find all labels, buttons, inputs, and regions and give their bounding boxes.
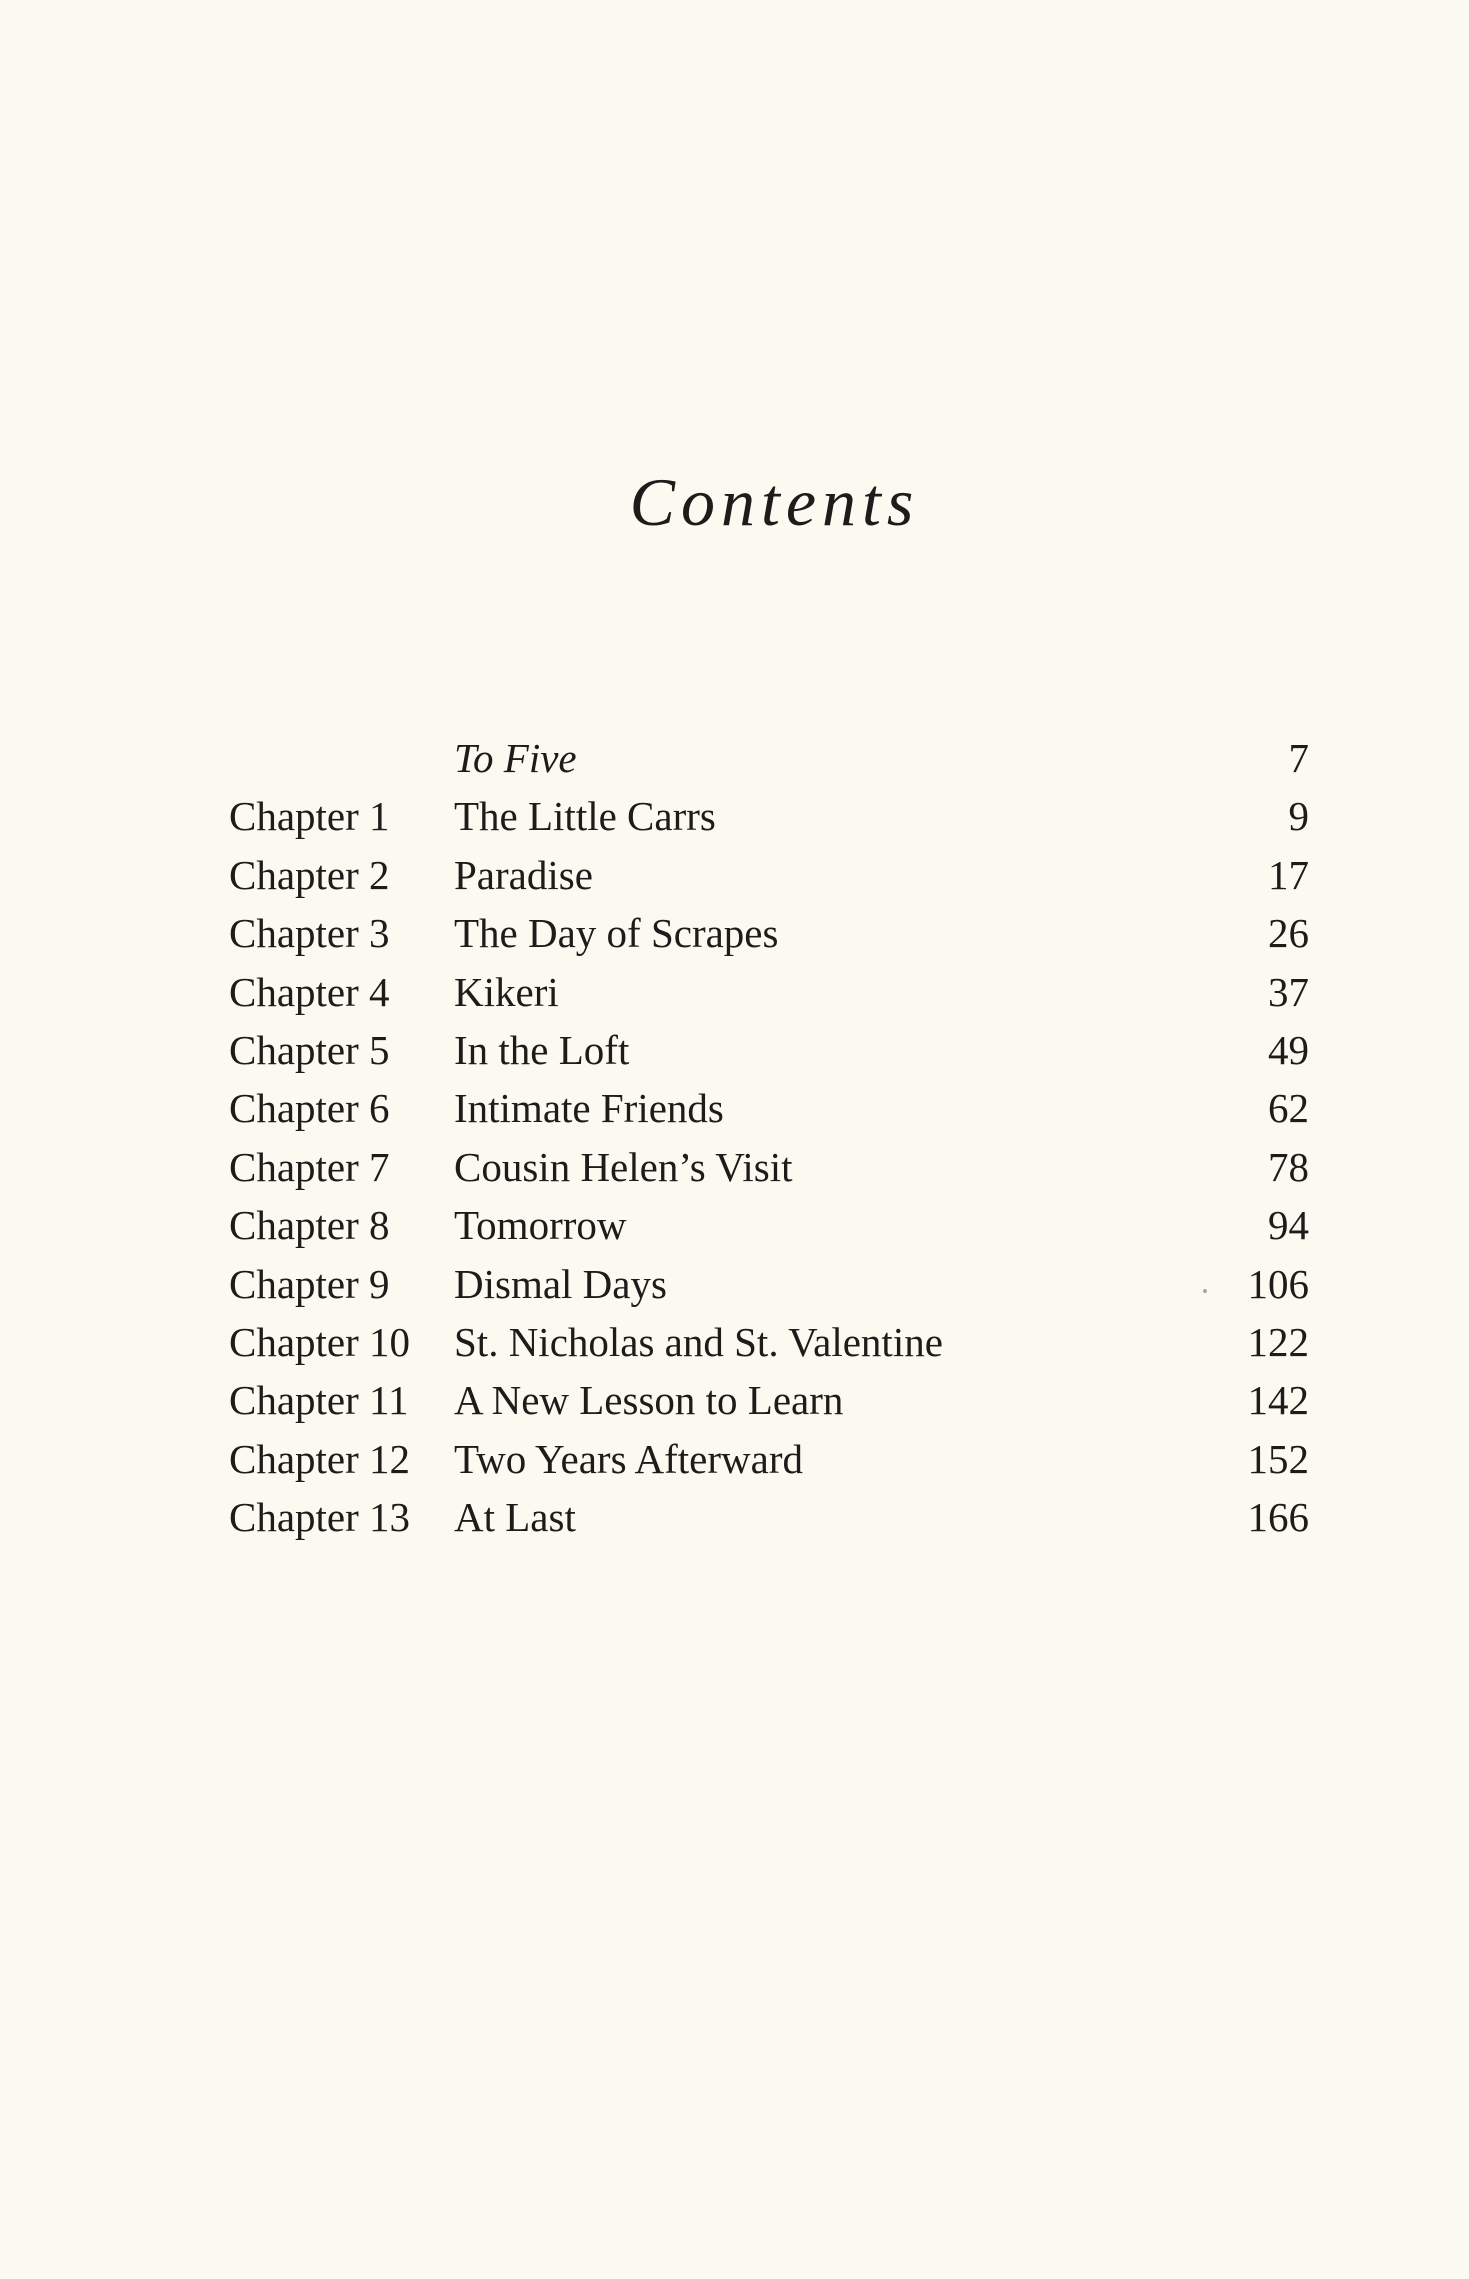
- toc-row-chapter-11: [0, 1371, 1469, 1429]
- chapter-label: Chapter 3: [229, 910, 390, 957]
- page-number: 26: [1268, 910, 1309, 957]
- chapter-label: Chapter 10: [229, 1319, 411, 1365]
- chapter-title: A New Lesson to Learn: [454, 1377, 844, 1424]
- chapter-title: In the Loft: [454, 1027, 630, 1073]
- page-number: 37: [1268, 968, 1309, 1015]
- toc-row-chapter-5: [0, 1021, 1469, 1079]
- chapter-label: Chapter 6: [229, 1085, 390, 1132]
- chapter-label: Chapter 7: [229, 1143, 390, 1190]
- page-number: 166: [1247, 1494, 1309, 1541]
- toc-row-chapter-13: [0, 1488, 1469, 1546]
- chapter-title: Paradise: [454, 851, 593, 898]
- page-number: 94: [1268, 1202, 1309, 1249]
- toc-row-chapter-7: [0, 1138, 1469, 1196]
- toc-row-chapter-6: [0, 1079, 1469, 1137]
- chapter-title: The Little Carrs: [454, 793, 716, 840]
- page-title: Contents: [629, 464, 920, 540]
- page-number: 106: [1247, 1260, 1309, 1307]
- chapter-title: Tomorrow: [454, 1202, 627, 1249]
- chapter-label: Chapter 4: [229, 968, 390, 1015]
- page-number: 142: [1247, 1377, 1309, 1424]
- chapter-label: Chapter 12: [229, 1435, 411, 1482]
- chapter-title: Cousin Helen’s Visit: [454, 1143, 793, 1190]
- toc-row-chapter-3: [0, 904, 1469, 962]
- toc-row-intro: [0, 729, 1469, 787]
- chapter-title: To Five: [454, 735, 577, 781]
- chapter-title: At Last: [454, 1494, 576, 1541]
- toc-row-chapter-4: [0, 963, 1469, 1021]
- toc-row-chapter-2: [0, 846, 1469, 904]
- print-speck: [1203, 1289, 1207, 1293]
- page-number: 17: [1268, 851, 1309, 898]
- toc-row-chapter-8: [0, 1196, 1469, 1254]
- chapter-label: Chapter 11: [229, 1377, 409, 1424]
- chapter-title: St. Nicholas and St. Valentine: [454, 1319, 943, 1365]
- page-number: 7: [1288, 735, 1309, 781]
- chapter-title: Intimate Friends: [454, 1085, 724, 1132]
- page-number: 49: [1268, 1027, 1309, 1073]
- page-number: 78: [1268, 1143, 1309, 1190]
- chapter-title: The Day of Scrapes: [454, 910, 779, 957]
- chapter-title: Two Years Afterward: [454, 1435, 803, 1482]
- toc-row-chapter-10: [0, 1313, 1469, 1371]
- chapter-label: Chapter 13: [229, 1494, 411, 1541]
- page-number: 122: [1247, 1319, 1309, 1365]
- chapter-label: Chapter 9: [229, 1260, 390, 1307]
- chapter-title: Dismal Days: [454, 1260, 667, 1307]
- toc-row-chapter-1: [0, 787, 1469, 845]
- page-number: 152: [1247, 1435, 1309, 1482]
- chapter-title: Kikeri: [454, 968, 559, 1015]
- chapter-label: Chapter 2: [229, 851, 390, 898]
- page-number: 9: [1288, 793, 1309, 840]
- chapter-label: Chapter 5: [229, 1027, 390, 1073]
- toc-row-chapter-12: [0, 1430, 1469, 1488]
- page-number: 62: [1268, 1085, 1309, 1132]
- chapter-label: Chapter 1: [229, 793, 390, 840]
- chapter-label: Chapter 8: [229, 1202, 390, 1249]
- toc-row-chapter-9: [0, 1255, 1469, 1313]
